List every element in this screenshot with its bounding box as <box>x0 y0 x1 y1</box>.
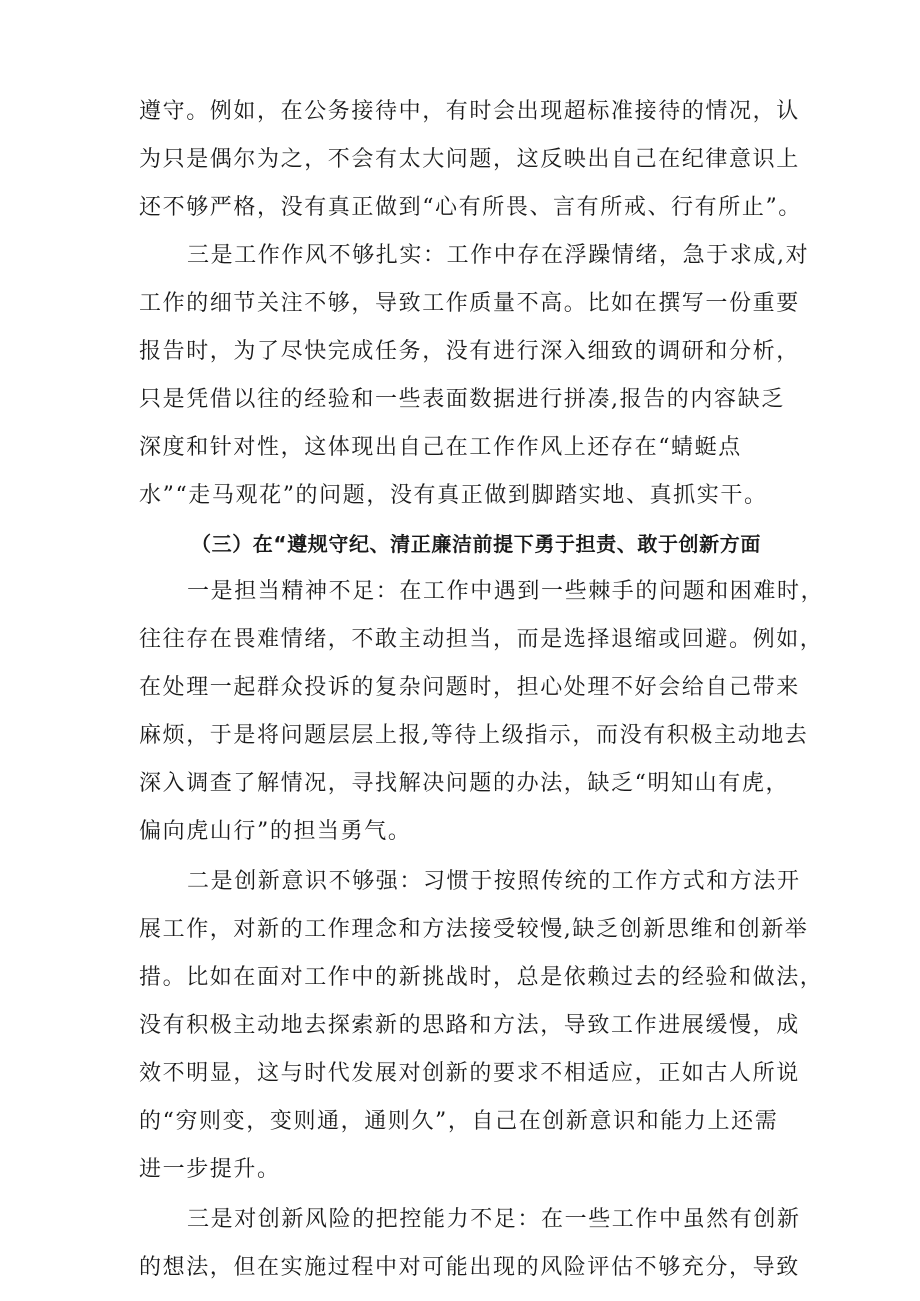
paragraph-responsibility <box>139 568 825 856</box>
text-line: 工作的细节关注不够，导致工作质量不高。比如在撰写一份重要 <box>139 291 800 316</box>
section-heading-text: （三）在“遵规守纪、清正廉洁前提下勇于担责、敢于创新方面 <box>191 532 761 556</box>
text-line: 的想法，但在实施过程中对可能出现的风险评估不够充分，导致 <box>139 1255 800 1280</box>
text-line: 深入调查了解情况，寻找解决问题的办法，缺乏“明知山有虎， <box>139 771 790 796</box>
text-line: 三是对创新风险的把控能力不足：在一些工作中虽然有创新 <box>187 1207 801 1232</box>
text-line: 在处理一起群众投诉的复杂问题时，担心处理不好会给自己带来 <box>139 675 800 700</box>
text-line: 一是担当精神不足：在工作中遇到一些棘手的问题和困难时， <box>187 579 825 604</box>
text-line: 还不够严格，没有真正做到“心有所畏、言有所戒、行有所止”。 <box>139 195 802 220</box>
text-line: 的“穷则变，变则通，通则久”，自己在创新意识和能力上还需 <box>139 1109 779 1134</box>
text-line: 麻烦，于是将问题层层上报,等待上级指示，而没有积极主动地去 <box>139 723 809 748</box>
text-line: 报告时，为了尽快完成任务，没有进行深入细致的调研和分析， <box>139 339 800 364</box>
text-line: 深度和针对性，这体现出自己在工作作风上还存在“蜻蜓点 <box>139 435 742 460</box>
text-line: 展工作，对新的工作理念和方法接受较慢,缺乏创新思维和创新举 <box>139 917 809 942</box>
text-line: 二是创新意识不够强：习惯于按照传统的工作方式和方法开 <box>187 869 801 894</box>
paragraph-work-style <box>139 232 809 520</box>
text-line: 进一步提升。 <box>139 1157 281 1182</box>
text-line: 水”“走马观花”的问题，没有真正做到脚踏实地、真抓实干。 <box>139 483 768 508</box>
text-line: 为只是偶尔为之，不会有太大问题，这反映出自己在纪律意识上 <box>139 147 800 172</box>
text-line: 往往存在畏难情绪，不敢主动担当，而是选择退缩或回避。例如， <box>139 627 824 652</box>
text-line: 三是工作作风不够扎实：工作中存在浮躁情绪，急于求成,对 <box>187 243 810 268</box>
section-heading <box>139 520 809 568</box>
paragraph-innovation-risk <box>139 1196 809 1292</box>
paragraph-innovation-awareness <box>139 858 824 1194</box>
text-line: 效不明显，这与时代发展对创新的要求不相适应，正如古人所说 <box>139 1061 800 1086</box>
paragraph-discipline-awareness <box>139 88 809 232</box>
text-line: 只是凭借以往的经验和一些表面数据进行拼凑,报告的内容缺乏 <box>139 387 785 412</box>
text-line: 没有积极主动地去探索新的思路和方法，导致工作进展缓慢，成 <box>139 1013 800 1038</box>
text-line: 遵守。例如，在公务接待中，有时会出现超标准接待的情况，认 <box>139 99 800 124</box>
text-line: 偏向虎山行”的担当勇气。 <box>139 819 412 844</box>
text-line: 措。比如在面对工作中的新挑战时，总是依赖过去的经验和做法， <box>139 965 824 990</box>
